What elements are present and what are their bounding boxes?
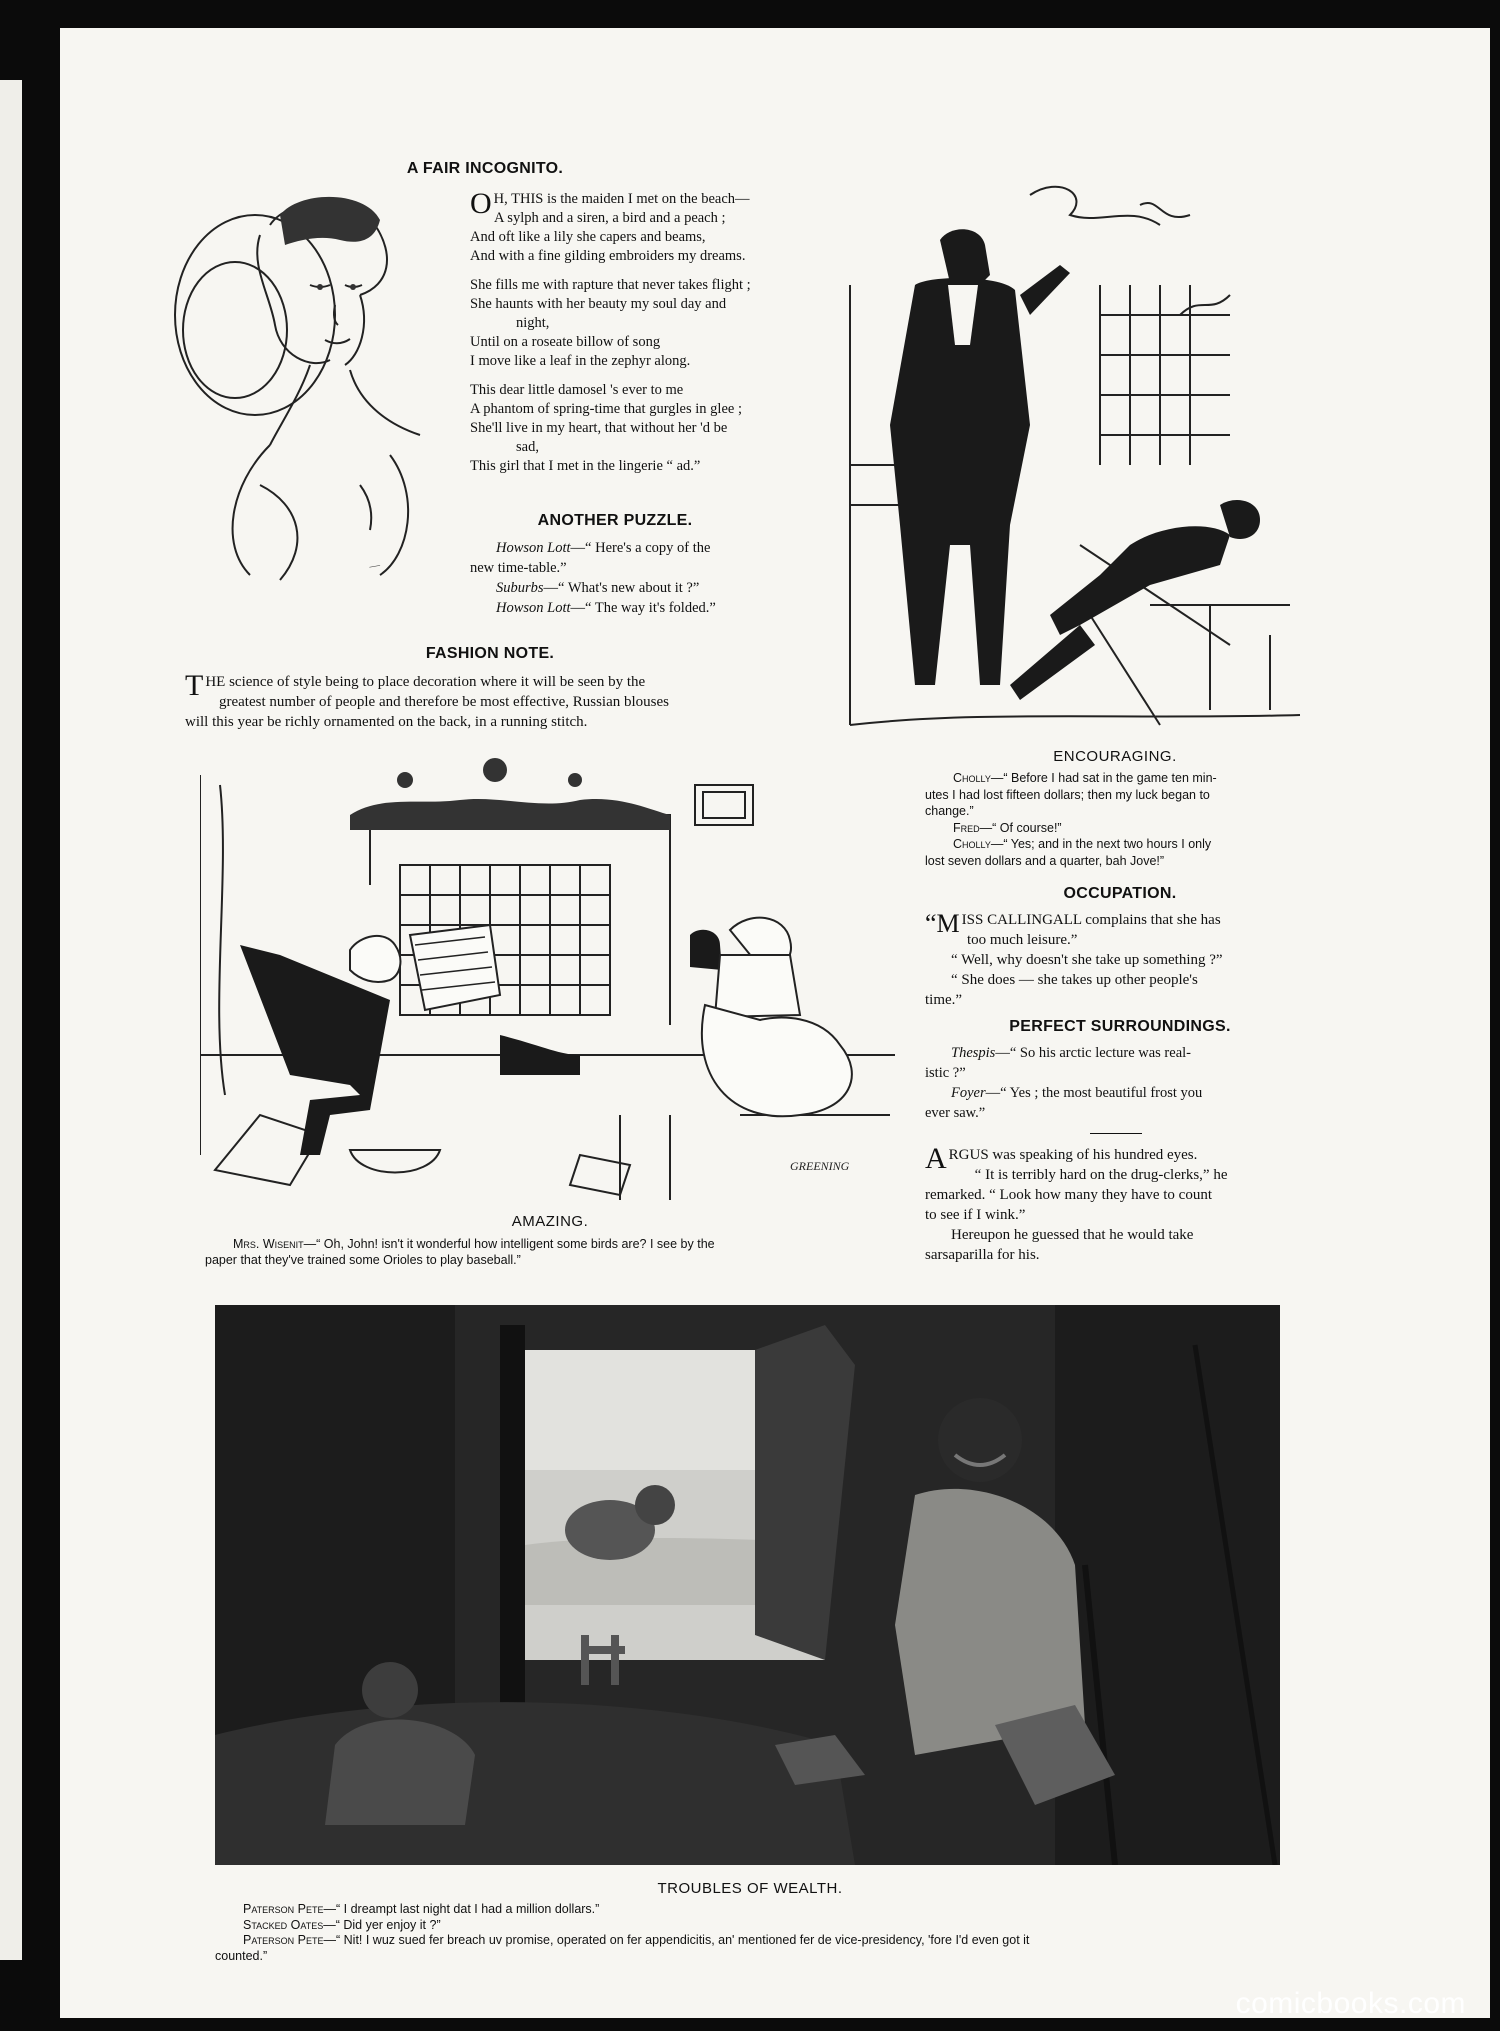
poem-line: A phantom of spring-time that gurgles in glee ; <box>470 401 742 417</box>
fair-incognito-poem <box>470 187 800 486</box>
poem-line: She haunts with her beauty my soul day and <box>470 296 727 312</box>
photo-scene <box>215 1305 1280 1865</box>
troubles-of-wealth-photo <box>215 1305 1280 1865</box>
occupation-text <box>925 910 1303 1010</box>
poem-line: A sylph and a siren, a bird and a peach ; <box>494 210 726 226</box>
speaker-name: Suburbs <box>496 580 544 596</box>
argus-line: Hereupon he guessed that he would take <box>951 1227 1194 1243</box>
speaker-name: Foyer <box>951 1085 986 1101</box>
dialogue-line: —“ Yes; and in the next two hours I only <box>990 837 1212 851</box>
fair-incognito-title: A FAIR INCOGNITO. <box>406 160 564 177</box>
woman-sketch-illustration <box>160 185 460 605</box>
fashion-line: will this year be richly ornamented on the back, in a running stitch. <box>185 714 588 730</box>
dialogue-line: —“ Nit! I wuz sued fer breach uv promise, operated on fer appendicitis, an' mentioned fer de vice-presidency, 'fore I'd even got it <box>323 1933 1030 1947</box>
speaker-name: Fred <box>953 820 980 835</box>
another-puzzle-title: ANOTHER PUZZLE. <box>537 512 693 529</box>
argus-drop-cap: A <box>925 1142 947 1175</box>
troubles-caption <box>215 1902 1295 1964</box>
poem-stanza-2 <box>470 276 800 371</box>
dialogue-line: paper that they've trained some Orioles to play baseball.” <box>205 1253 521 1267</box>
poem-stanza-3 <box>470 381 800 476</box>
fashion-note-title: FASHION NOTE. <box>425 645 555 662</box>
argus-text <box>925 1142 1305 1265</box>
speaker-name: Cholly <box>953 837 991 851</box>
dialogue-line: utes I had lost fifteen dollars; then my luck began to <box>925 787 1210 802</box>
dialogue-line: —“ What's new about it ?” <box>543 580 700 596</box>
poem-line: H, THIS is the maiden I met on the beach— <box>493 191 750 207</box>
encouraging-text <box>925 770 1305 869</box>
artist-signature: GREENING <box>790 1159 850 1173</box>
svg-text:—: — <box>368 557 382 573</box>
another-puzzle-text <box>470 538 802 618</box>
troubles-title: TROUBLES OF WEALTH. <box>657 1880 843 1897</box>
speaker-name: Mrs. Wisenit <box>233 1237 304 1251</box>
fashion-drop-cap: T <box>185 669 204 702</box>
dialogue-line: —“ I dreampt last night dat I had a million dollars.” <box>323 1902 600 1916</box>
dialogue-line: —“ So his arctic lecture was real- <box>995 1045 1191 1061</box>
occupation-title: OCCUPATION. <box>1063 885 1177 902</box>
site-watermark: comicbooks.com <box>1235 1987 1466 2020</box>
poem-line: Until on a roseate billow of song <box>470 334 661 350</box>
encouraging-title: ENCOURAGING. <box>1053 748 1177 765</box>
fashion-line: HE science of style being to place decoration where it will be seen by the <box>205 674 646 690</box>
speaker-name: Cholly <box>953 771 991 785</box>
poem-line: night, <box>516 315 550 331</box>
argus-line: sarsaparilla for his. <box>925 1247 1040 1263</box>
dialogue-line: lost seven dollars and a quarter, bah Jove!” <box>925 853 1165 868</box>
dialogue-line: —“ Oh, John! isn't it wonderful how intelligent some birds are? I see by the <box>303 1237 715 1251</box>
dialogue-line: ever saw.” <box>925 1105 986 1121</box>
poem-line: sad, <box>516 439 539 455</box>
speaker-name: Paterson Pete <box>243 1933 324 1947</box>
occupation-line: too much leisure.” <box>967 932 1078 948</box>
adjacent-page-edge <box>0 80 22 1960</box>
speaker-name: Howson Lott <box>496 600 571 616</box>
dialogue-line: change.” <box>925 804 974 818</box>
occupation-line: “ She does — she takes up other people's <box>951 972 1198 988</box>
argus-line: “ It is terribly hard on the drug-clerks,” he <box>974 1167 1228 1183</box>
amazing-caption <box>205 1236 905 1268</box>
section-divider <box>1090 1133 1142 1134</box>
speaker-name: Stacked Oates <box>243 1917 324 1932</box>
argus-line: to see if I wink.” <box>925 1207 1026 1223</box>
fashion-note-text <box>185 669 805 732</box>
dialogue-line: —“ Of course!” <box>979 820 1062 835</box>
amazing-title: AMAZING. <box>511 1213 589 1230</box>
dialogue-line: counted.” <box>215 1948 268 1963</box>
poem-stanza-1 <box>470 187 800 266</box>
poem-line: This dear little damosel 's ever to me <box>470 382 684 398</box>
speaker-name: Thespis <box>951 1045 996 1061</box>
poem-line: She'll live in my heart, that without her 'd be <box>470 420 728 436</box>
dialogue-line: —“ Here's a copy of the <box>570 540 711 556</box>
poem-line: I move like a leaf in the zephyr along. <box>470 353 691 369</box>
poem-line: She fills me with rapture that never takes flight ; <box>470 277 751 293</box>
poem-line: And with a fine gilding embroiders my dreams. <box>470 248 746 264</box>
poem-line: And oft like a lily she capers and beams, <box>470 229 706 245</box>
occupation-drop-cap: “M <box>925 909 960 938</box>
argus-line: remarked. “ Look how many they have to count <box>925 1187 1212 1203</box>
perfect-surroundings-title: PERFECT SURROUNDINGS. <box>1009 1018 1231 1035</box>
gentlemen-smoking-illustration <box>830 165 1320 745</box>
fireside-reading-illustration <box>200 755 895 1210</box>
argus-line: RGUS was speaking of his hundred eyes. <box>948 1147 1198 1163</box>
speaker-name: Howson Lott <box>496 540 571 556</box>
dialogue-line: new time-table.” <box>470 560 567 576</box>
dialogue-line: —“ Yes ; the most beautiful frost you <box>985 1085 1203 1101</box>
dialogue-line: —“ The way it's folded.” <box>570 600 716 616</box>
poem-line: This girl that I met in the lingerie “ ad.” <box>470 458 701 474</box>
dialogue-line: —“ Before I had sat in the game ten min- <box>990 771 1217 785</box>
poem-drop-cap: O <box>470 187 492 220</box>
occupation-line: “ Well, why doesn't she take up something ?” <box>951 952 1223 968</box>
speaker-name: Paterson Pete <box>243 1902 324 1916</box>
occupation-line: time.” <box>925 992 963 1008</box>
dialogue-line: istic ?” <box>925 1065 966 1081</box>
perfect-surroundings-text <box>925 1043 1305 1123</box>
dialogue-line: —“ Did yer enjoy it ?” <box>323 1917 441 1932</box>
fashion-line: greatest number of people and therefore be most effective, Russian blouses <box>219 694 669 710</box>
occupation-line: ISS CALLINGALL complains that she has <box>961 912 1221 928</box>
